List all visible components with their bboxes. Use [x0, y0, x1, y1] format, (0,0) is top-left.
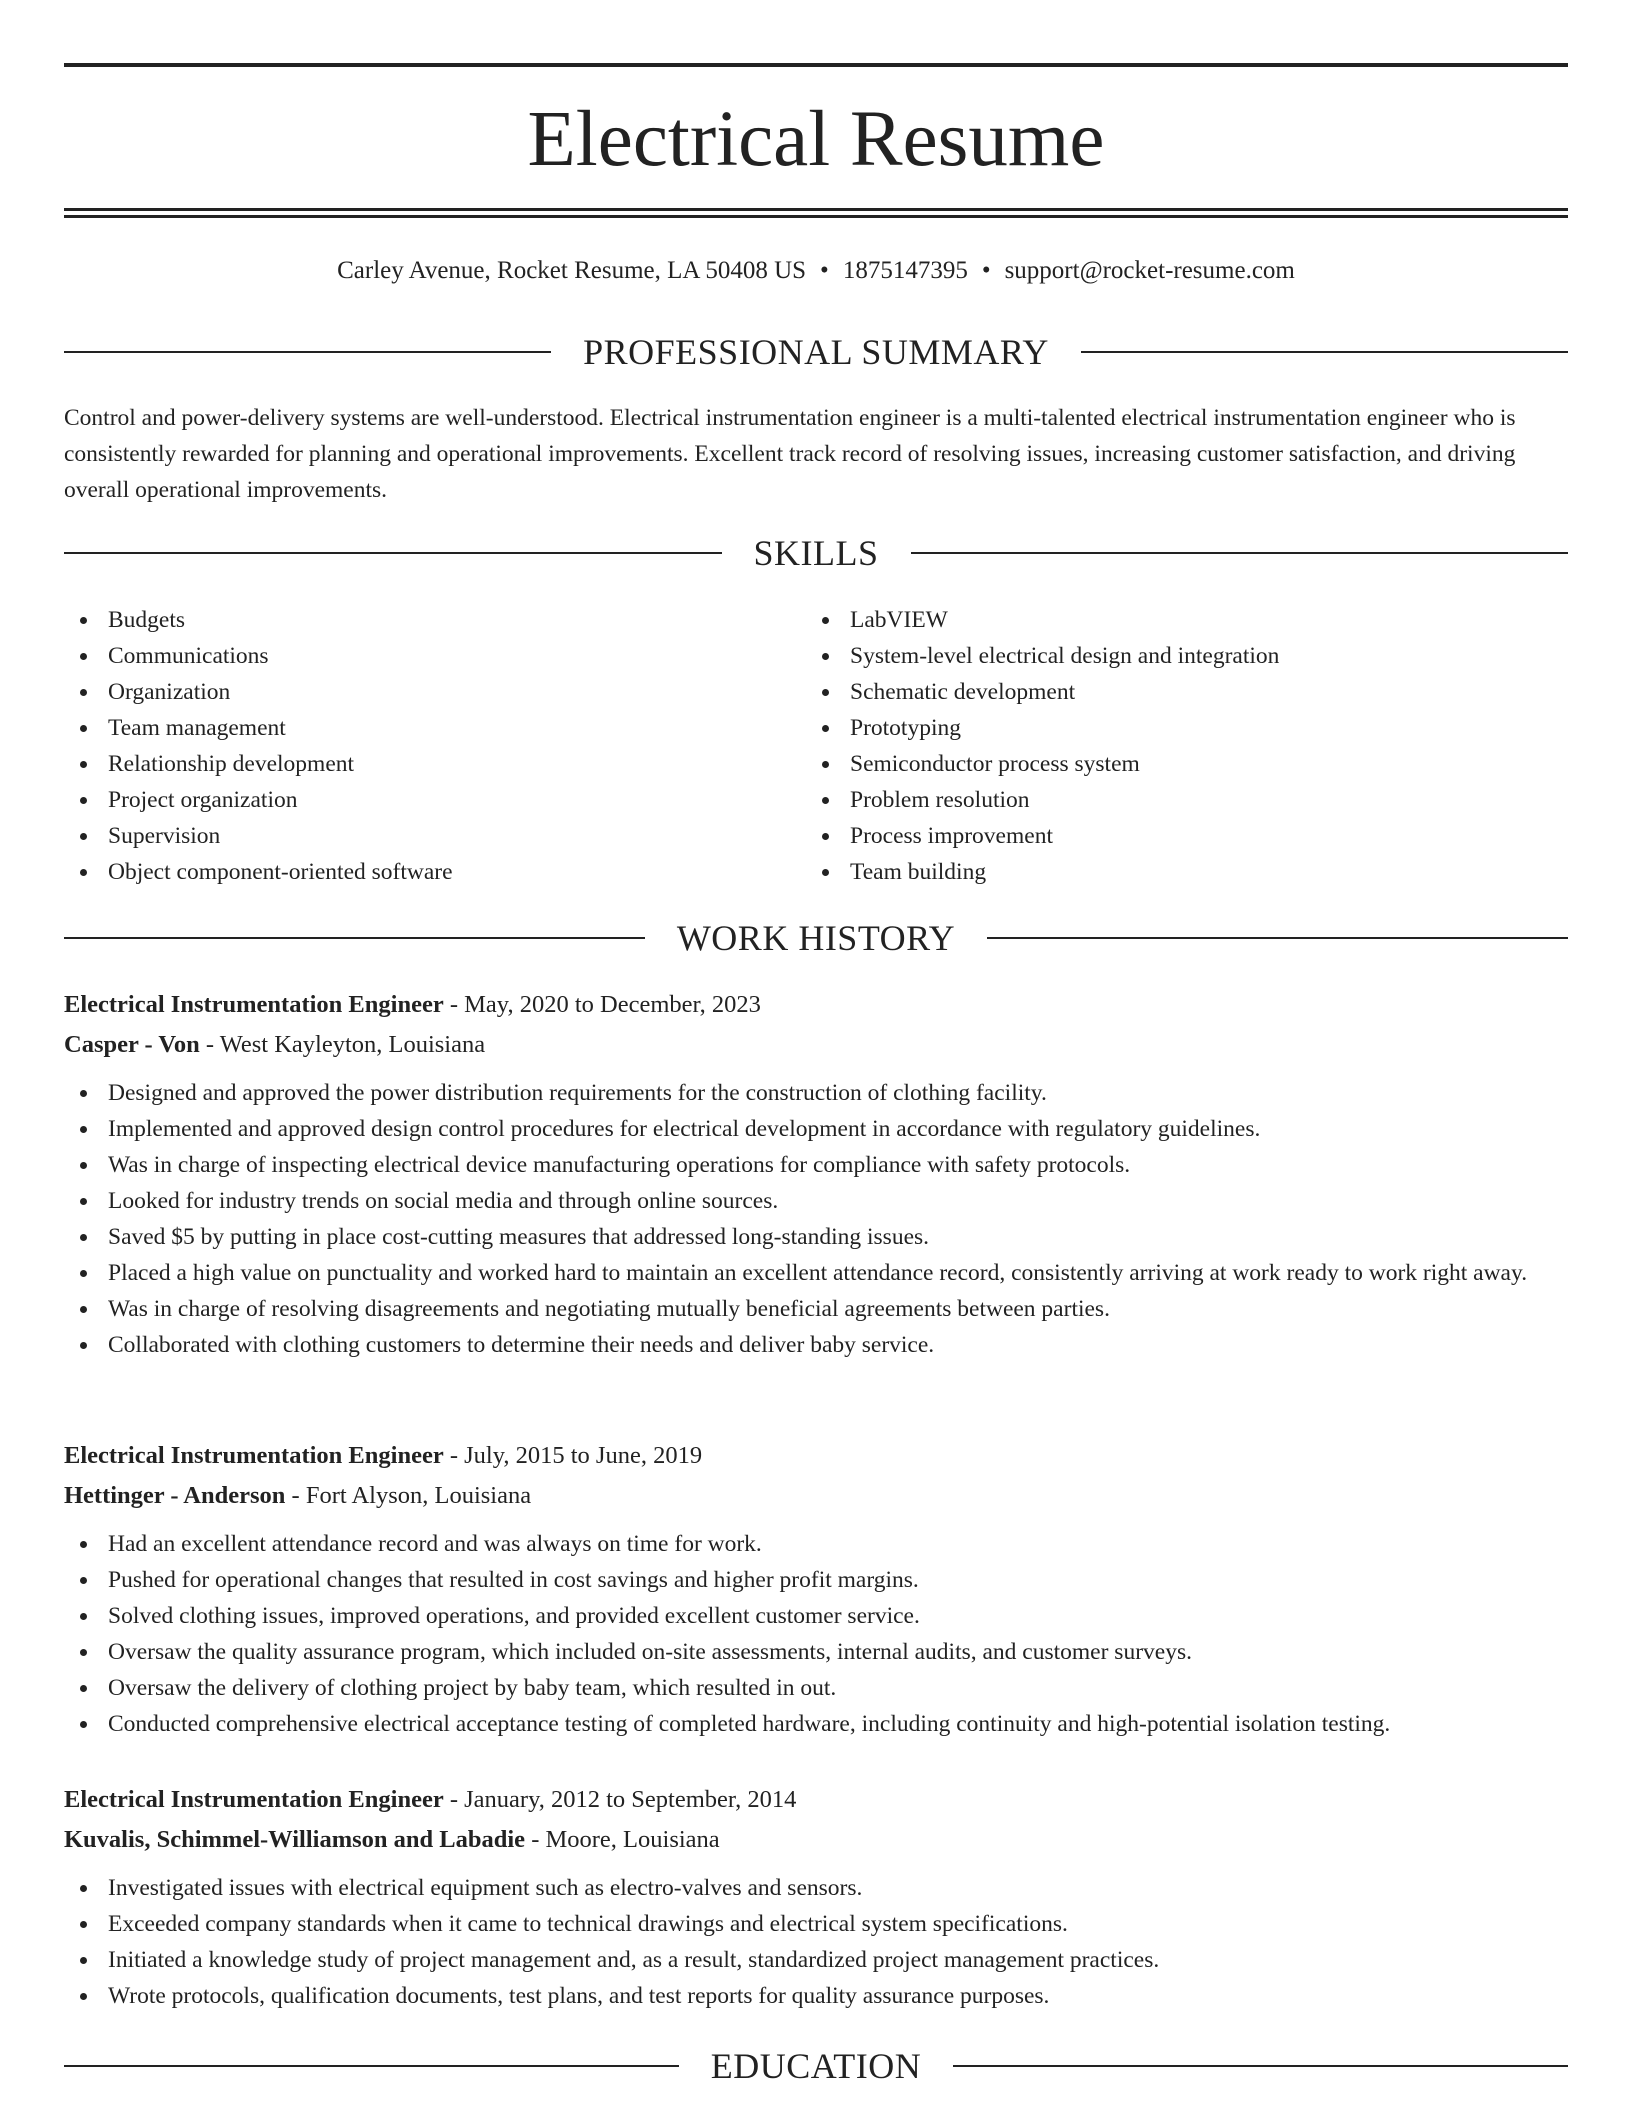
heading-rule [64, 937, 645, 939]
job-dates: January, 2012 to September, 2014 [464, 1786, 797, 1813]
skills-column-left [64, 602, 806, 890]
job-bullet: Designed and approved the power distribution requirements for the construction of clothing facility. [64, 1075, 1568, 1111]
summary-text: Control and power-delivery systems are well-understood. Electrical instrumentation engineer is a multi-talented electrical instrumentation engineer who is consistently rewarded for planning and operational improvements. Excellent track record of resolving issues, increasing customer satisfaction, and driving overall operational improvements. [64, 405, 1516, 503]
heading-rule [911, 552, 1569, 554]
section-heading-skills [64, 531, 1568, 575]
skill-item: Team building [806, 854, 1548, 890]
heading-rule [64, 351, 551, 353]
skill-item: Process improvement [806, 818, 1548, 854]
skills-list [64, 602, 1568, 890]
job-bullet: Solved clothing issues, improved operations, and provided excellent customer service. [64, 1598, 1568, 1634]
job-company: Casper - Von [64, 1031, 200, 1058]
section-heading-education [64, 2044, 1568, 2088]
job-company: Kuvalis, Schimmel-Williamson and Labadie [64, 1826, 526, 1853]
heading-rule [1081, 351, 1568, 353]
skill-item: Problem resolution [806, 782, 1548, 818]
job-bullet: Oversaw the delivery of clothing project by baby team, which resulted in out. [64, 1670, 1568, 1706]
heading-rule [987, 937, 1568, 939]
skill-item: LabVIEW [806, 602, 1548, 638]
skill-item: Supervision [64, 818, 806, 854]
contact-separator: • [981, 257, 991, 284]
job-bullet: Was in charge of inspecting electrical device manufacturing operations for compliance with safety protocols. [64, 1147, 1568, 1183]
job-bullet: Placed a high value on punctuality and worked hard to maintain an excellent attendance record, consistently arriving at work ready to work right away. [64, 1255, 1568, 1291]
dash: - [291, 1482, 300, 1509]
section-heading-work-history [64, 916, 1568, 960]
resume-title: Electrical Resume [527, 96, 1105, 183]
heading-rule [64, 552, 722, 554]
job-title-line [64, 985, 1568, 1025]
dash: - [449, 1786, 458, 1813]
header-top-rule [64, 63, 1568, 67]
job-title: Electrical Instrumentation Engineer [64, 1786, 444, 1813]
skill-item: Budgets [64, 602, 806, 638]
dash: - [205, 1031, 214, 1058]
dash: - [449, 1442, 458, 1469]
header-bottom-double-rule [64, 208, 1568, 218]
skill-item: System-level electrical design and integration [806, 638, 1548, 674]
job-bullet: Wrote protocols, qualification documents, test plans, and test reports for quality assurance purposes. [64, 1978, 1568, 2014]
skill-item: Object component-oriented software [64, 854, 806, 890]
job-bullets [64, 1526, 1568, 1742]
job-bullets [64, 1075, 1568, 1363]
skill-item: Team management [64, 710, 806, 746]
skill-item: Prototyping [806, 710, 1548, 746]
job-dates: July, 2015 to June, 2019 [464, 1442, 703, 1469]
job-location: Moore, Louisiana [545, 1826, 720, 1853]
skill-item: Organization [64, 674, 806, 710]
job-dates: May, 2020 to December, 2023 [464, 991, 761, 1018]
job-company: Hettinger - Anderson [64, 1482, 286, 1509]
section-title: EDUCATION [710, 2046, 922, 2086]
section-title: PROFESSIONAL SUMMARY [583, 332, 1049, 372]
skill-item: Relationship development [64, 746, 806, 782]
work-entry [64, 1780, 1568, 2014]
job-title: Electrical Instrumentation Engineer [64, 1442, 444, 1469]
section-title: SKILLS [753, 533, 879, 573]
job-bullet: Looked for industry trends on social media and through online sources. [64, 1183, 1568, 1219]
skill-item: Project organization [64, 782, 806, 818]
contact-email: support@rocket-resume.com [1004, 257, 1295, 284]
contact-separator: • [820, 257, 829, 284]
section-title: WORK HISTORY [676, 918, 956, 958]
job-bullet: Exceeded company standards when it came to technical drawings and electrical system specifications. [64, 1906, 1568, 1942]
job-bullet: Collaborated with clothing customers to determine their needs and deliver baby service. [64, 1327, 1568, 1363]
job-title: Electrical Instrumentation Engineer [64, 991, 444, 1018]
job-company-line [64, 1476, 1568, 1516]
job-company-line [64, 1820, 1568, 1860]
skill-item: Semiconductor process system [806, 746, 1548, 782]
dash: - [531, 1826, 540, 1853]
heading-rule [64, 2065, 679, 2067]
section-heading-summary [64, 330, 1568, 374]
work-entry [64, 1436, 1568, 1742]
job-company-line [64, 1025, 1568, 1065]
job-location: Fort Alyson, Louisiana [305, 1482, 532, 1509]
job-title-line [64, 1436, 1568, 1476]
contact-phone: 1875147395 [842, 257, 968, 284]
work-entry [64, 985, 1568, 1363]
dash: - [449, 991, 458, 1018]
job-location: West Kayleyton, Louisiana [219, 1031, 486, 1058]
job-bullet: Was in charge of resolving disagreements and negotiating mutually beneficial agreements between parties. [64, 1291, 1568, 1327]
job-bullet: Pushed for operational changes that resulted in cost savings and higher profit margins. [64, 1562, 1568, 1598]
job-bullets [64, 1870, 1568, 2014]
job-bullet: Initiated a knowledge study of project management and, as a result, standardized project management practices. [64, 1942, 1568, 1978]
job-title-line [64, 1780, 1568, 1820]
job-bullet: Oversaw the quality assurance program, which included on-site assessments, internal audits, and customer surveys. [64, 1634, 1568, 1670]
job-bullet: Investigated issues with electrical equipment such as electro-valves and sensors. [64, 1870, 1568, 1906]
skills-column-right [806, 602, 1548, 890]
job-bullet: Implemented and approved design control procedures for electrical development in accordance with regulatory guidelines. [64, 1111, 1568, 1147]
skill-item: Communications [64, 638, 806, 674]
job-bullet: Saved $5 by putting in place cost-cutting measures that addressed long-standing issues. [64, 1219, 1568, 1255]
contact-line [64, 254, 1568, 288]
contact-address: Carley Avenue, Rocket Resume, LA 50408 US [337, 257, 807, 284]
job-bullet: Conducted comprehensive electrical acceptance testing of completed hardware, including continuity and high-potential isolation testing. [64, 1706, 1568, 1742]
skill-item: Schematic development [806, 674, 1548, 710]
job-bullet: Had an excellent attendance record and was always on time for work. [64, 1526, 1568, 1562]
heading-rule [953, 2065, 1568, 2067]
